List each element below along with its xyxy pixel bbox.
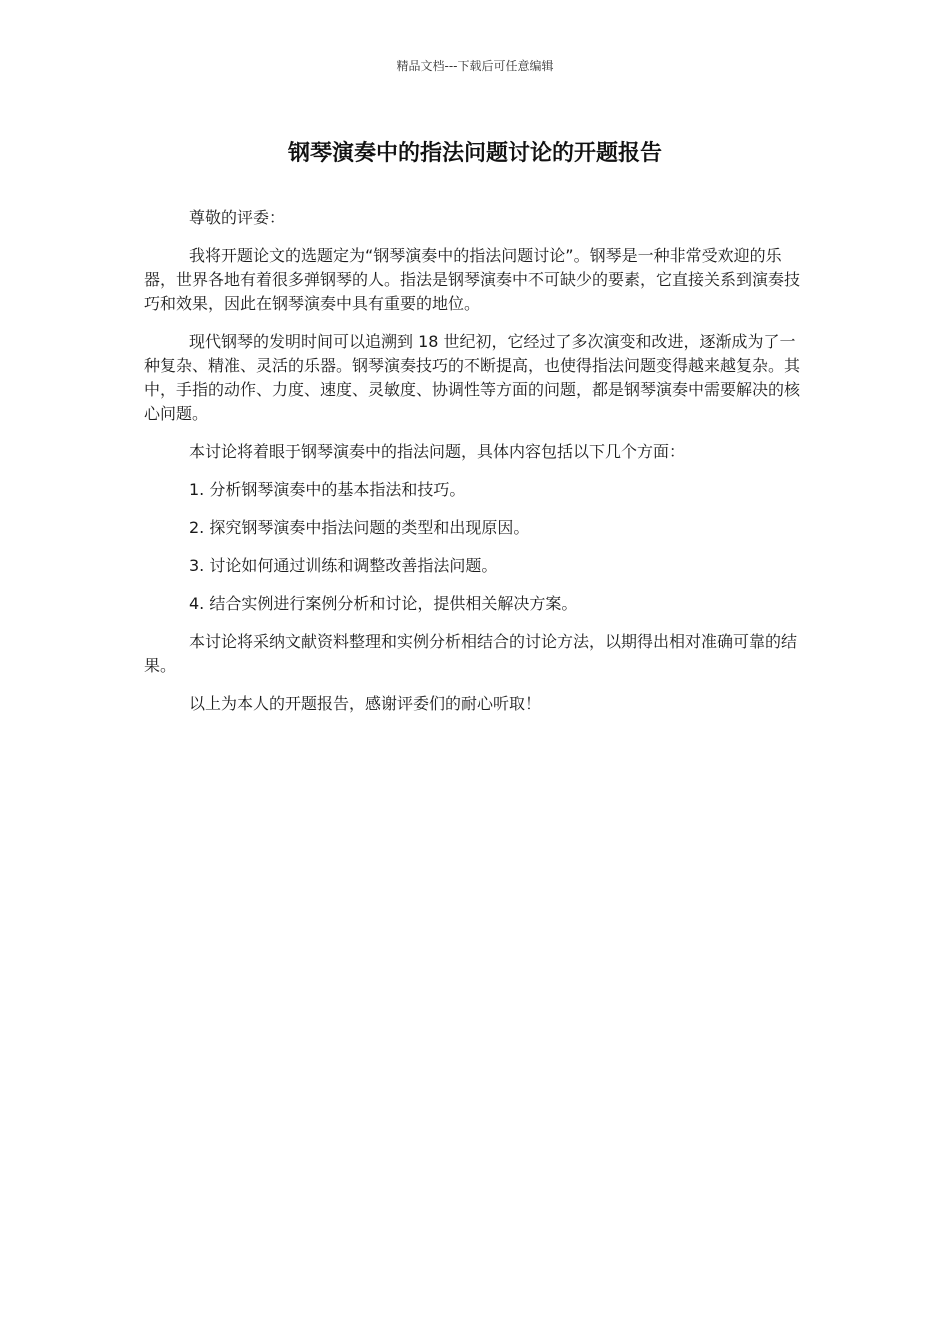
document-body — [144, 206, 804, 730]
paragraph-intro: 我将开题论文的选题定为“钢琴演奏中的指法问题讨论”。钢琴是一种非常受欢迎的乐器，世界各地有着很多弹钢琴的人。指法是钢琴演奏中不可缺少的要素，它直接关系到演奏技巧和效果，因此在钢琴演奏中具有重要的地位。 — [144, 246, 801, 313]
header-note: 精品文档---下载后可任意编辑 — [396, 59, 554, 73]
paragraph-method: 本讨论将采纳文献资料整理和实例分析相结合的讨论方法，以期得出相对准确可靠的结果。 — [144, 632, 798, 675]
list-item: 4. 结合实例进行案例分析和讨论，提供相关解决方案。 — [189, 594, 578, 613]
list-item: 2. 探究钢琴演奏中指法问题的类型和出现原因。 — [189, 518, 530, 537]
salutation: 尊敬的评委： — [189, 208, 286, 227]
paragraph-closing: 以上为本人的开题报告，感谢评委们的耐心听取！ — [189, 694, 542, 713]
paragraph-scope: 本讨论将着眼于钢琴演奏中的指法问题，具体内容包括以下几个方面： — [189, 442, 686, 461]
document-title: 钢琴演奏中的指法问题讨论的开题报告 — [287, 141, 662, 166]
paragraph-background: 现代钢琴的发明时间可以追溯到 18 世纪初，它经过了多次演变和改进，逐渐成为了一种复杂、精准、灵活的乐器。钢琴演奏技巧的不断提高，也使得指法问题变得越来越复杂。其中，手指的动作、力度、速度、灵敏度、协调性等方面的问题，都是钢琴演奏中需要解决的核心问题。 — [144, 332, 801, 423]
list-item: 3. 讨论如何通过训练和调整改善指法问题。 — [189, 556, 498, 575]
list-item: 1. 分析钢琴演奏中的基本指法和技巧。 — [189, 480, 466, 499]
